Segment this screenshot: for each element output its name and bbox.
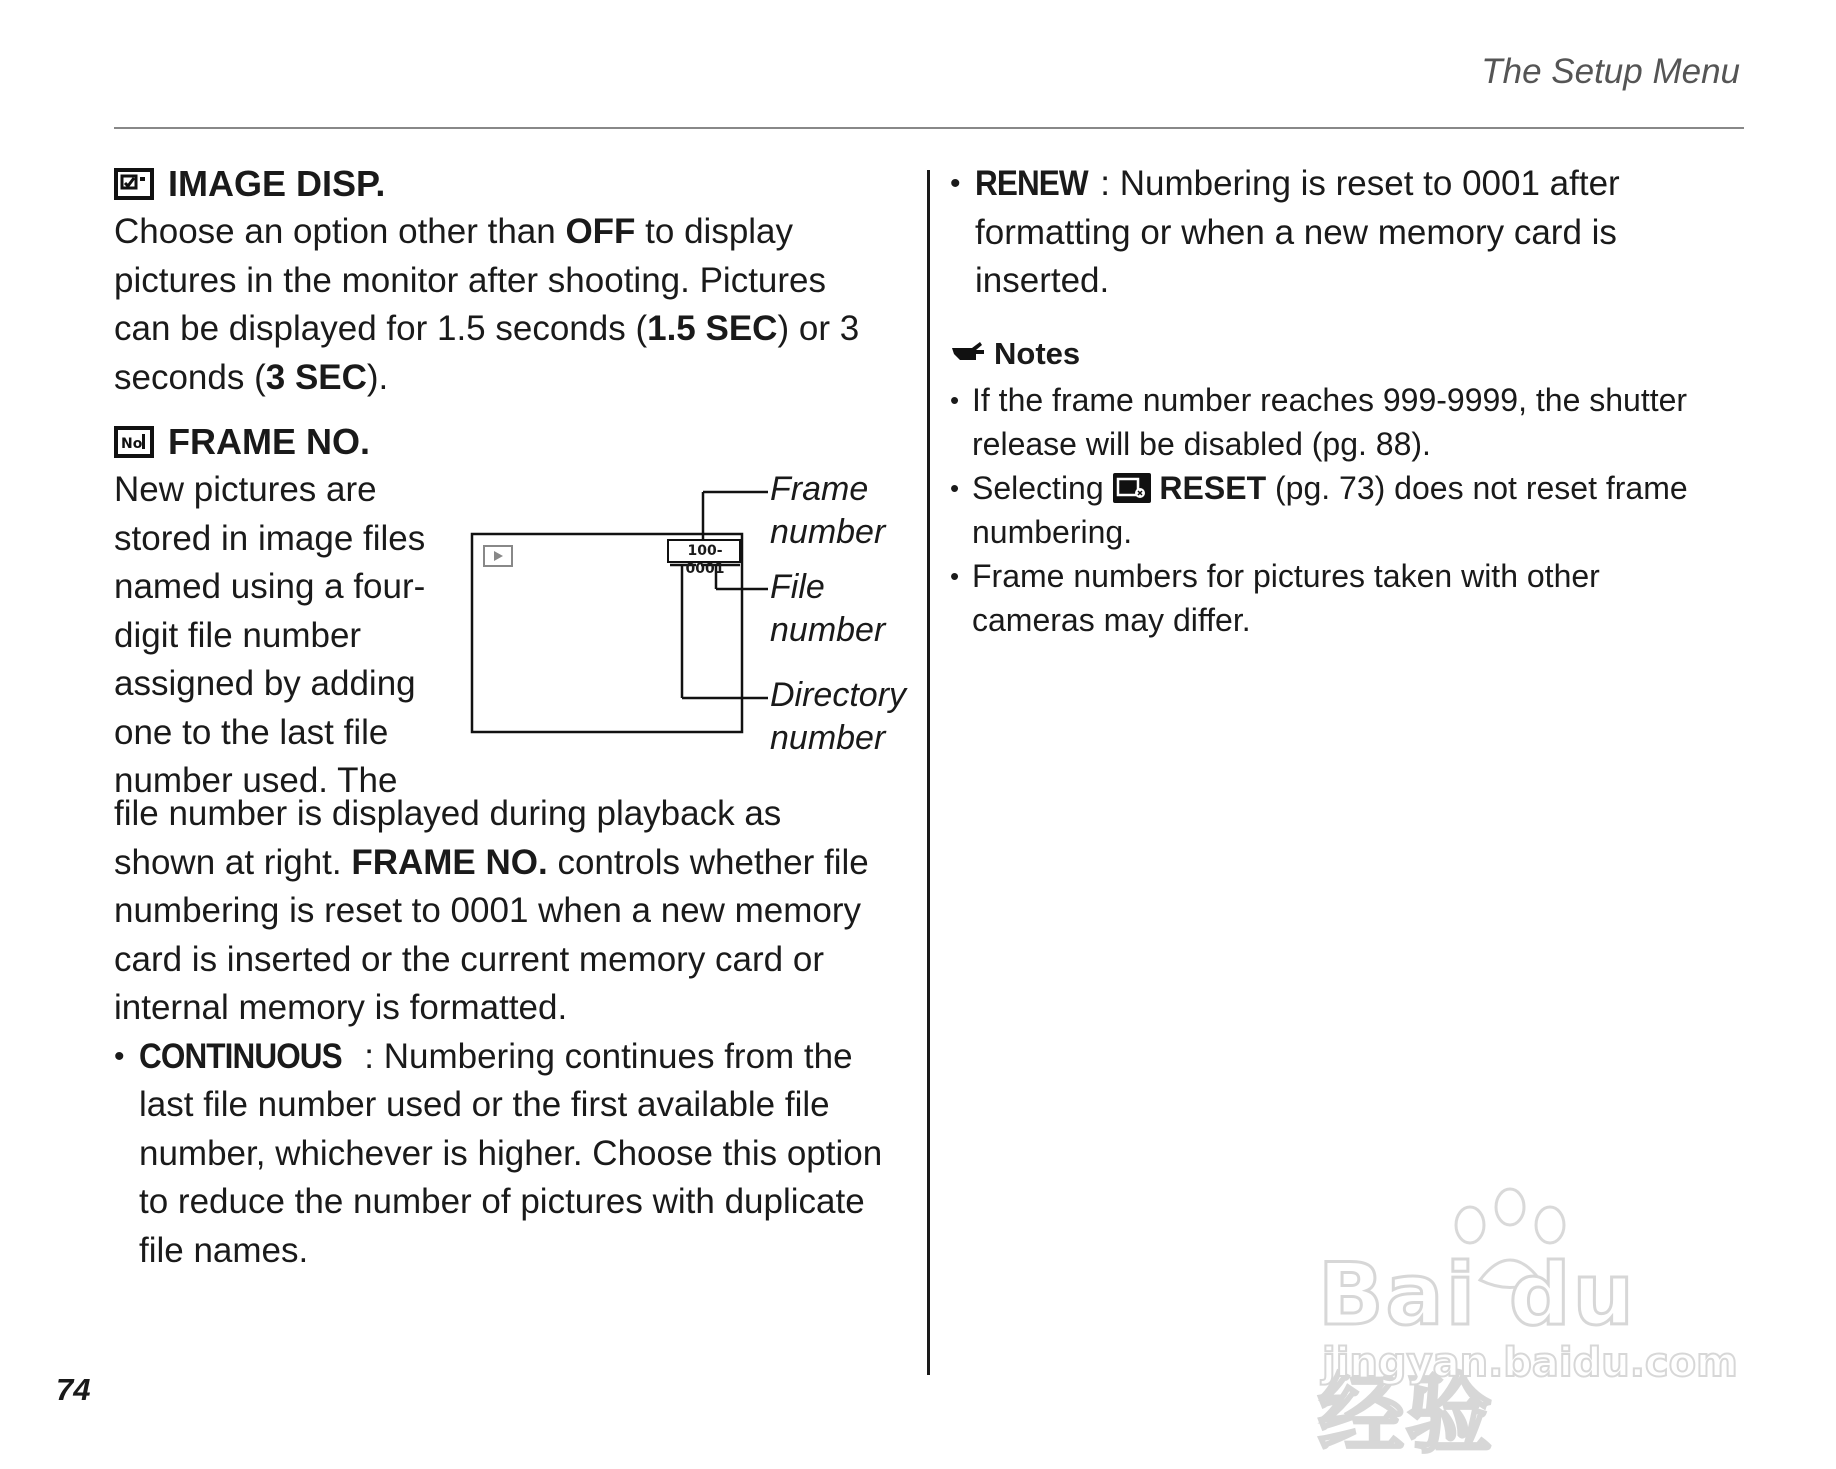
image-disp-icon [114, 168, 154, 200]
note-item: • Frame numbers for pictures taken with other cameras may differ. [950, 554, 1720, 642]
header-rule [114, 127, 1744, 129]
option-renew: • RENEW : Numbering is reset to 0001 after formatting or when a new memory card is inserted. [950, 160, 1720, 306]
frame-no-title: FRAME NO. [168, 421, 370, 462]
file-number-label: File number [770, 568, 886, 649]
display-file-number: 100-0001 [685, 543, 725, 577]
notes-title: Notes [994, 335, 1081, 371]
frame-no-description: file number is displayed during playback as shown at right. FRAME NO. controls whether file numbering is reset to 0001 when a new memory card is inserted or the current memory card or internal memory is formatted. [114, 794, 869, 1027]
reset-icon [1113, 473, 1151, 503]
frame-no-heading [114, 418, 884, 466]
frame-no-options-right [950, 160, 1720, 306]
frame-number-label: Frame number [770, 470, 886, 551]
page-number: 74 [56, 1372, 91, 1407]
file-number-diagram [470, 462, 907, 782]
note-item: • If the frame number reaches 999-9999, the shutter release will be disabled (pg. 88). [950, 378, 1720, 466]
image-disp-title: IMAGE DISP. [168, 163, 386, 204]
frame-no-wrap-area [114, 466, 907, 800]
watermark-brand: Bai du 经验 [1318, 1245, 1636, 1465]
frame-no-intro: New pictures are stored in image files named using a four-digit file number assigned by adding one to the last file number used. The [114, 470, 426, 800]
frame-no-icon [114, 426, 154, 458]
notes-heading [950, 334, 1720, 374]
notes-list [950, 378, 1720, 642]
svg-text:No: No [121, 436, 143, 452]
baidu-watermark [1310, 1185, 1750, 1465]
running-title: The Setup Menu [1481, 52, 1740, 91]
note-item: • Selecting RESET (pg. 73) does not reset frame numbering. [950, 466, 1720, 554]
option-continuous: • CONTINUOUS : Numbering continues from the last file number used or the first available file number, whichever is higher. Choose this option to reduce the number of pictures with duplicate file names. [114, 1033, 884, 1276]
right-column [950, 160, 1720, 642]
watermark-url: jingyan.baidu.com [1322, 1340, 1738, 1386]
directory-number-label: Directory number [770, 676, 907, 757]
frame-no-options-left [114, 1033, 884, 1276]
image-disp-heading [114, 160, 884, 208]
left-column [114, 160, 907, 1275]
column-divider [927, 170, 930, 1375]
image-disp-description: Choose an option other than OFF to display pictures in the monitor after shooting. Pictures can be displayed for 1.5 seconds (1.5 SEC) or 3 seconds (3 SEC). [114, 212, 860, 397]
pointing-hand-icon [950, 334, 986, 374]
